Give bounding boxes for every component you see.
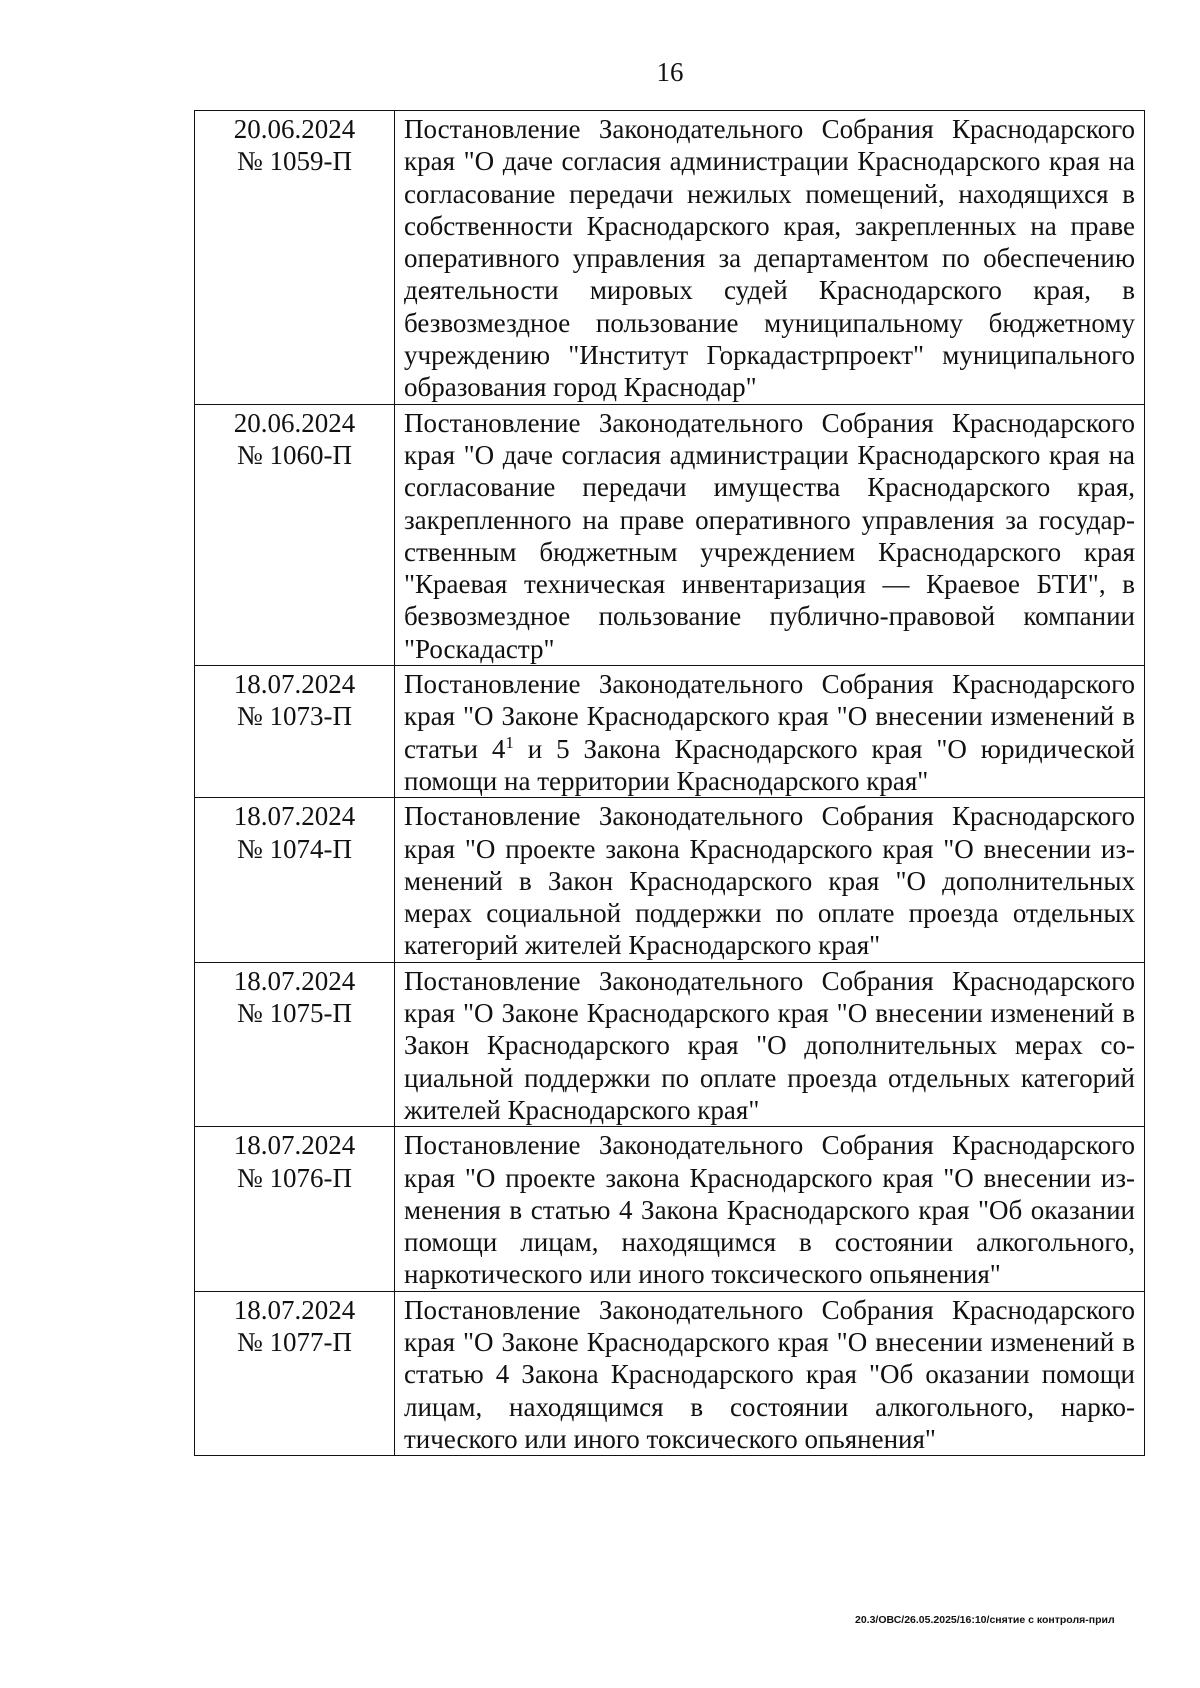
date-cell — [195, 962, 395, 1126]
resolution-date: 18.07.2024 — [233, 965, 356, 996]
resolution-title: Постановление Законодательного Собрания Краснодарского края "О Законе Краснодарского края "О внесении изменений в статью 4 Закона Краснодарского края "Об оказании помощи лицам, находящимся в состоянии алкогольного, наркотического или иного токсического опьянения" — [395, 1291, 1145, 1455]
resolution-title: Постановление Законодательного Собрания Краснодарского края "О Законе Краснодарского края "О внесении изменений в Закон Краснодарского края "О дополнительных мерах социальной поддержки по оплате проезда отдельных категорий жителей Краснодарского края" — [395, 962, 1145, 1126]
resolution-title: Постановление Законодательного Собрания Краснодарского края "О проекте закона Краснодарского края "О внесении изменений в Закон Краснодарского края "О дополнительных мерах социальной поддержки по оплате проезда отдельных категорий жителей Краснодарского края" — [395, 798, 1145, 962]
resolution-title: Постановление Законодательного Собрания Краснодарского края "О даче согласия администрации Краснодарского края на согласование передачи имущества Краснодарского края, закрепленного на праве оперативного управления за государственным бюджетным учреждением Краснодарского края "Краевая техническая инвентаризация — Краевое БТИ", в безвозмездное пользование публично-правовой компании "Роскадастр" — [395, 404, 1145, 665]
table-row — [195, 111, 1145, 405]
resolution-date: 18.07.2024 — [233, 1130, 356, 1161]
resolution-number: № 1075-П — [236, 998, 352, 1029]
table-row — [195, 666, 1145, 798]
resolution-number: № 1074-П — [236, 833, 352, 864]
date-cell — [195, 666, 395, 798]
table-row — [195, 962, 1145, 1126]
date-cell — [195, 1127, 395, 1291]
page-number: 16 — [656, 57, 684, 87]
resolution-date: 18.07.2024 — [233, 669, 356, 700]
date-cell — [195, 798, 395, 962]
table-row — [195, 798, 1145, 962]
table-row — [195, 1291, 1145, 1455]
resolution-date: 18.07.2024 — [233, 801, 356, 832]
resolution-title-part: и 5 Закона Краснодарского края "О юридической помощи на территории Краснодарского края" — [404, 733, 1135, 796]
document-control-code: 20.3/ОВС/26.05.2025/16:10/снятие с контроля-прил — [855, 1614, 1115, 1626]
resolution-number: № 1060-П — [236, 439, 352, 470]
resolution-date: 20.06.2024 — [233, 407, 356, 438]
resolution-title — [395, 666, 1145, 798]
resolution-title-part: Постановление Законодательного Собрания Краснодарского края "О Законе Краснодарского края "О внесении изменений в статьи 4 — [404, 669, 1135, 764]
superscript: 1 — [505, 732, 514, 752]
date-cell — [195, 404, 395, 665]
resolution-date: 18.07.2024 — [233, 1294, 356, 1325]
resolution-number: № 1077-П — [236, 1326, 352, 1357]
resolution-title: Постановление Законодательного Собрания Краснодарского края "О даче согласия администрации Краснодарского края на согласование передачи нежилых помещений, находящихся в собственности Краснодарского края, закрепленных на праве оперативного управления за департаментом по обеспечению деятельности мировых судей Краснодарского края, в безвозмездное пользование муниципальному бюджетному учреждению "Институт Горкадастрпроект" муниципального образования город Краснодар" — [395, 111, 1145, 405]
resolution-number: № 1073-П — [236, 701, 352, 732]
table-row — [195, 1127, 1145, 1291]
resolutions-table — [194, 110, 1145, 1456]
resolution-number: № 1076-П — [236, 1162, 352, 1193]
date-cell — [195, 111, 395, 405]
table-row — [195, 404, 1145, 665]
resolution-number: № 1059-П — [236, 146, 352, 177]
resolution-title: Постановление Законодательного Собрания Краснодарского края "О проекте закона Краснодарского края "О внесении изменения в статью 4 Закона Краснодарского края "Об оказании помощи лицам, находящимся в состоянии алкогольного, наркотического или иного токсического опьянения" — [395, 1127, 1145, 1291]
resolution-date: 20.06.2024 — [233, 114, 356, 144]
date-cell — [195, 1291, 395, 1455]
